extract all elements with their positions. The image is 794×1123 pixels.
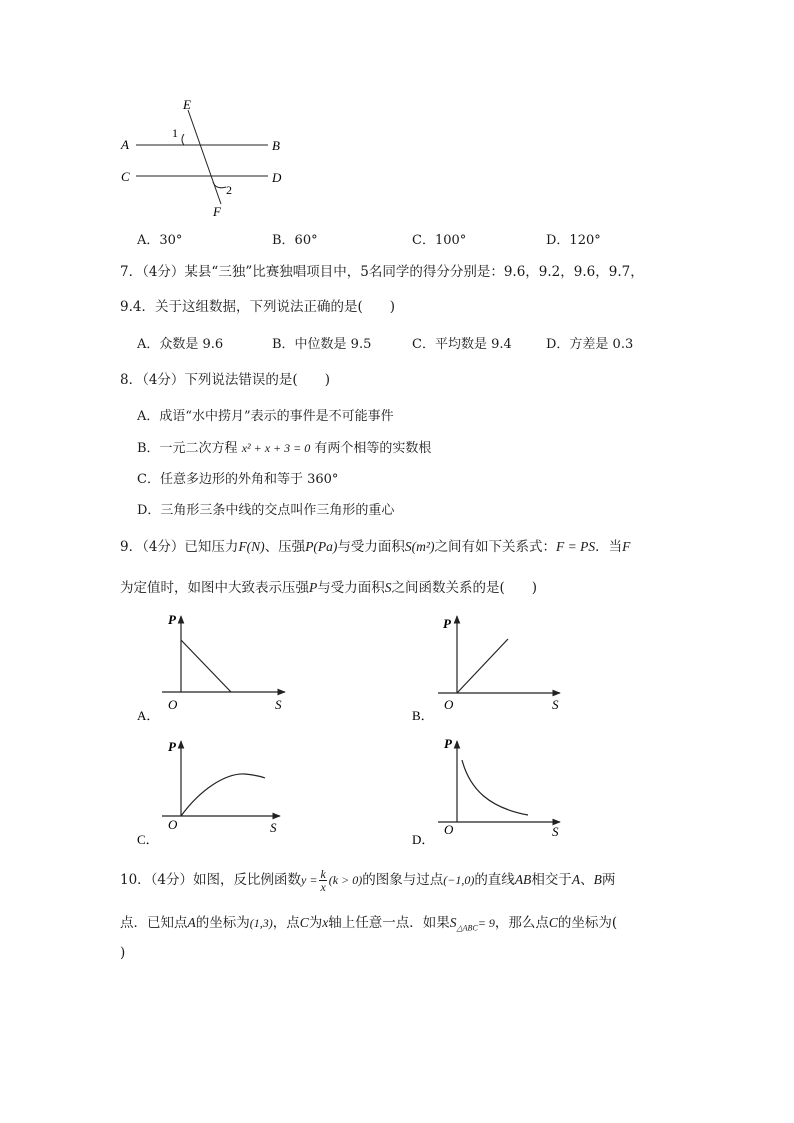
graph-a xyxy=(137,612,285,723)
q10-func-cond: (k > 0) xyxy=(328,873,363,887)
q10-fraction-denominator: x xyxy=(320,880,326,894)
q8-option-b-post: 有两个相等的实数根 xyxy=(314,441,432,456)
q6-option-d: D．120° xyxy=(546,233,601,248)
q10-var-x: x xyxy=(322,915,329,930)
graph-c-s: S xyxy=(270,820,277,835)
q10-fraction-numerator: k xyxy=(320,867,326,881)
q10-line-ab: AB xyxy=(514,872,532,887)
q8-option-c: C．任意多边形的外角和等于 360° xyxy=(137,472,339,487)
graph-c-curve xyxy=(181,774,265,816)
graph-b-curve xyxy=(457,639,508,693)
q10-text: 的坐标为( xyxy=(557,915,618,931)
q10-stem-line3: ) xyxy=(120,945,126,961)
q10-text: 10．（4分）如图，反比例函数 xyxy=(120,872,302,888)
q10-area-s: S xyxy=(449,915,457,930)
graph-a-s: S xyxy=(275,697,282,712)
q10-point: (−1,0) xyxy=(443,873,475,887)
q7-option-a: A．众数是 9.6 xyxy=(137,337,224,352)
graph-a-p: P xyxy=(168,612,176,627)
q10-text: 两 xyxy=(601,872,616,888)
q10-text: 相交于 xyxy=(531,872,572,888)
q10-area-eq: = 9 xyxy=(477,916,495,930)
graph-d-curve xyxy=(462,760,528,815)
graph-c-choice: C． xyxy=(137,832,159,847)
q9-var-f: F(N) xyxy=(238,539,265,554)
q9-var-s: S(m²) xyxy=(404,539,435,554)
q10-stem-line1 xyxy=(120,868,615,893)
q8-option-a: A．成语“水中捞月”表示的事件是不可能事件 xyxy=(137,409,394,424)
q9-text: 之间有如下关系式： xyxy=(434,539,556,555)
q9-text: 与受力面积 xyxy=(317,580,385,596)
q10-text: 轴上任意一点．如果 xyxy=(328,915,450,931)
q8-option-d: D．三角形三条中线的交点叫作三角形的重心 xyxy=(137,503,395,518)
graph-a-curve xyxy=(181,640,231,692)
graph-d xyxy=(412,736,560,847)
graph-b-o: O xyxy=(444,697,454,712)
graph-a-o: O xyxy=(168,697,178,712)
q9-formula: F = PS xyxy=(555,539,596,554)
graph-a-choice: A． xyxy=(137,708,160,723)
graph-b-choice: B． xyxy=(412,708,434,723)
graph-b-s: S xyxy=(552,697,559,712)
q9-text: 之间函数关系的是( ) xyxy=(391,580,538,596)
q7-option-b: B．中位数是 9.5 xyxy=(272,337,372,352)
q9-var-f: F xyxy=(622,539,631,554)
q9-text: 为定值时，如图中大致表示压强 xyxy=(120,580,309,596)
q10-area-sub: △ABC xyxy=(456,923,478,933)
q7-option-c: C．平均数是 9.4 xyxy=(412,337,512,352)
label-a: A xyxy=(121,137,129,152)
q10-text: 为 xyxy=(308,915,323,931)
q8-option-b-equation: x² + x + 3 = 0 xyxy=(241,441,311,455)
q10-text: ，点 xyxy=(272,915,300,931)
q10-func-lhs: y = xyxy=(301,873,318,887)
graph-d-p: P xyxy=(444,736,452,751)
q10-text: 的坐标为 xyxy=(195,915,250,931)
q10-stem-line2 xyxy=(120,911,617,933)
q10-var-a: A xyxy=(571,872,581,887)
q9-var-s: S xyxy=(384,580,392,595)
q6-option-c: C．100° xyxy=(412,233,467,248)
graph-c-p: P xyxy=(168,739,176,754)
q9-text: 、压强 xyxy=(264,539,306,555)
q6-option-b: B．60° xyxy=(272,233,318,248)
q8-option-b-pre: B．一元二次方程 xyxy=(137,441,238,456)
label-c: C xyxy=(121,169,130,184)
q10-text: 、 xyxy=(580,872,594,888)
q9-text: 与受力面积 xyxy=(337,539,405,555)
q10-coord: (1,3) xyxy=(249,916,273,930)
q9-var-p: P xyxy=(309,580,318,595)
graph-c xyxy=(137,739,280,847)
q10-var-c: C xyxy=(299,915,309,930)
graph-b-p: P xyxy=(443,616,451,631)
q10-text: ，那么点 xyxy=(494,915,549,931)
label-d: D xyxy=(272,170,282,185)
q6-option-a: A．30° xyxy=(137,233,183,248)
q10-text: 点．已知点 xyxy=(120,915,188,931)
q7-stem-line2: 9.4．关于这组数据，下列说法正确的是( ) xyxy=(120,299,396,315)
q9-text: 9．（4分）已知压力 xyxy=(120,539,239,555)
angle-2-label: 2 xyxy=(226,183,232,197)
graph-d-o: O xyxy=(444,822,454,837)
q7-stem-line1: 7．（4分）某县“三独”比赛独唱项目中，5名同学的得分分别是：9.6，9.2，9.6，9.7， xyxy=(120,264,644,280)
q10-fraction xyxy=(319,868,326,893)
label-e: E xyxy=(183,97,191,112)
label-b: B xyxy=(272,138,280,153)
q9-var-p: P(Pa) xyxy=(305,539,338,554)
q7-option-d: D．方差是 0.3 xyxy=(546,337,634,352)
q10-var-c: C xyxy=(548,915,558,930)
graph-d-s: S xyxy=(552,824,559,839)
graph-d-choice: D． xyxy=(412,832,435,847)
label-f: F xyxy=(213,204,221,219)
graph-c-o: O xyxy=(168,817,178,832)
q10-text: 的图象与过点 xyxy=(362,872,444,888)
q10-var-a: A xyxy=(187,915,196,930)
q10-var-b: B xyxy=(593,872,602,887)
q9-text: ．当 xyxy=(595,539,623,555)
angle-1-label: 1 xyxy=(172,126,178,140)
q8-stem: 8．（4分）下列说法错误的是( ) xyxy=(120,372,330,388)
q10-text: 的直线 xyxy=(474,872,515,888)
graph-b xyxy=(412,616,560,723)
